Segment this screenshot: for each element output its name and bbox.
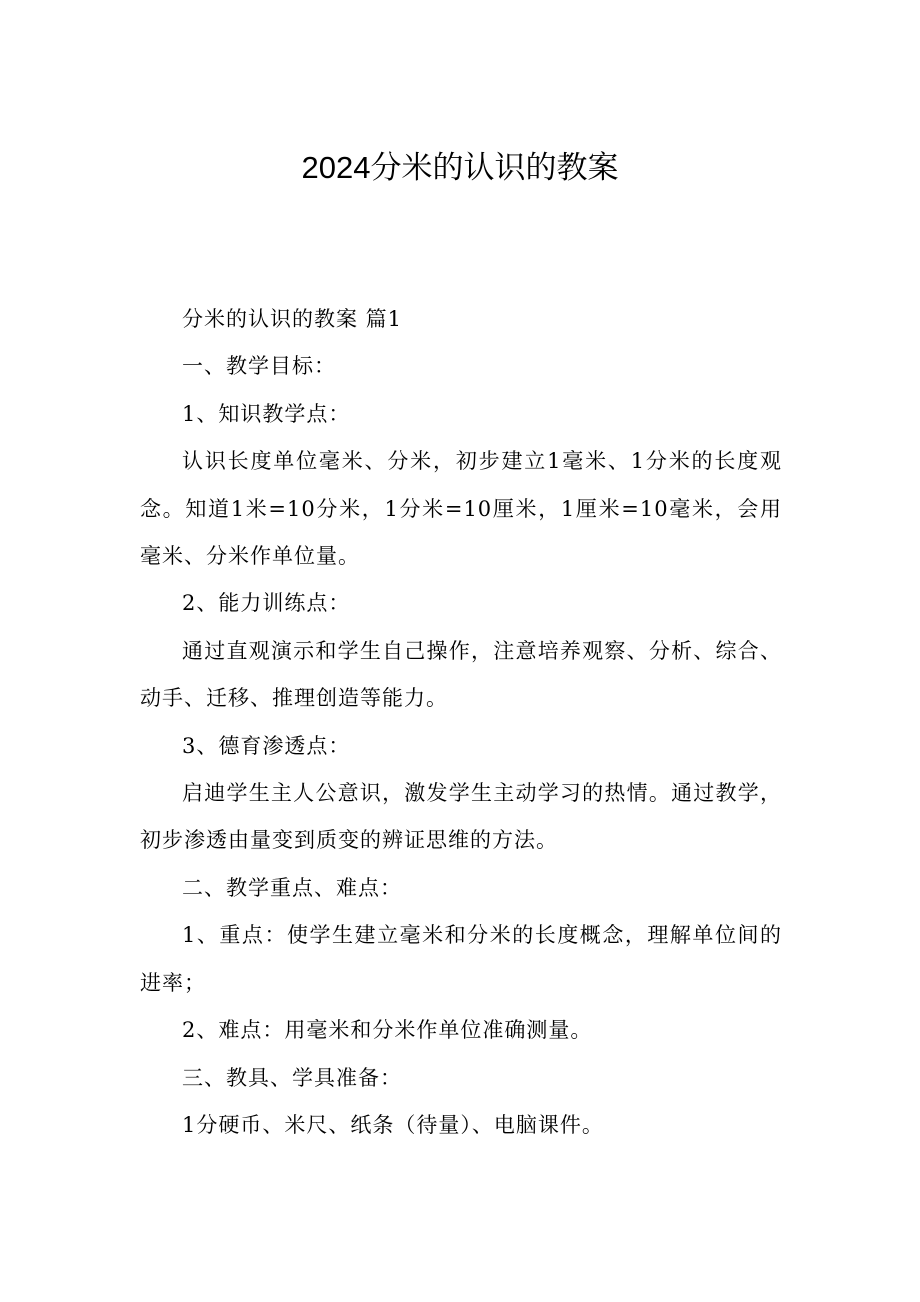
heading-key-difficult-points: 二、教学重点、难点：	[182, 875, 402, 900]
heading-teaching-goals: 一、教学目标：	[182, 354, 336, 379]
paragraph-ability-points: 通过直观演示和学生自己操作，注意培养观察、分析、综合、动手、迁移、推理创造等能力。	[140, 638, 782, 711]
document-body	[140, 296, 782, 1149]
heading-teaching-aids: 三、教具、学具准备：	[182, 1065, 402, 1090]
subheading-ability-points: 2、能力训练点：	[182, 591, 351, 616]
paragraph-difficult-point: 2、难点：用毫米和分米作单位准确测量。	[182, 1018, 593, 1043]
paragraph-knowledge-points: 认识长度单位毫米、分米，初步建立1毫米、1分米的长度观念。知道1米=10分米，1分米=10厘米，1厘米=10毫米，会用毫米、分米作单位量。	[140, 449, 782, 569]
document-title: 2024分米的认识的教案	[301, 150, 619, 185]
subheading-moral-points: 3、德育渗透点：	[182, 733, 351, 758]
subheading-knowledge-points: 1、知识教学点：	[182, 401, 351, 426]
paragraph-moral-points: 启迪学生主人公意识，激发学生主动学习的热情。通过教学，初步渗透由量变到质变的辨证思维的方法。	[140, 781, 782, 853]
paragraph-key-point: 1、重点：使学生建立毫米和分米的长度概念，理解单位间的进率；	[140, 923, 782, 995]
paragraph-teaching-aids: 1分硬币、米尺、纸条（待量）、电脑课件。	[182, 1112, 604, 1137]
section-heading-lesson: 分米的认识的教案 篇1	[182, 307, 403, 331]
